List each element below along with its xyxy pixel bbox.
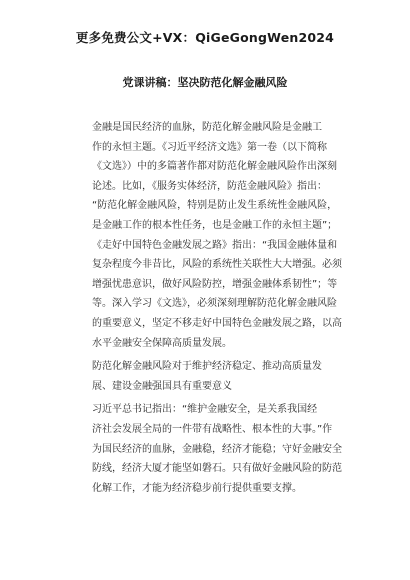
text-line: 是金融工作的根本性任务，也是金融工作的永恒主题”； [92,219,338,231]
text-line: 金融是国民经济的血脉，防范化解金融风险是金融工 [92,122,322,133]
document-body [72,118,348,502]
document-title: 党课讲稿：坚决防范化解金融风险 [122,76,288,89]
text-line: 作的永恒主题。《习近平经济文选》第一卷（以下简称 [92,141,327,153]
text-line: 复杂程度今非昔比，风险的系统性关联性大大增强。必须 [92,259,342,271]
text-line: 的重要意义，坚定不移走好中国特色金融发展之路，以高 [92,317,342,329]
text-line: 化解工作，才能为经济稳步前行提供重要支撑。 [92,482,302,494]
text-line: 济社会发展全局的一件带有战略性、根本性的大事。”作 [92,423,333,435]
text-line: 《文选》）中的多篇著作都对防范化解金融风险作出深刻 [92,161,337,173]
text-line: 论述。比如，《服务实体经济，防范金融风险》指出： [92,180,327,192]
section-heading-paragraph [72,357,348,396]
text-line: 增强忧患意识，做好风险防控，增强金融体系韧性”；等 [92,278,338,290]
text-line: “防范化解金融风险，特别是防止发生系统性金融风险， [92,200,338,212]
paragraph [72,118,348,353]
text-line: 《走好中国特色金融发展之路》指出：“我国金融体量和 [92,239,338,251]
promo-header: 更多免费公文+VX：QiGeGongWen2024 [75,30,335,45]
text-line: 为国民经济的血脉，金融稳，经济才能稳；守好金融安全 [92,443,342,455]
paragraph [72,400,348,498]
text-line: 习近平总书记指出：“维护金融安全，是关系我国经 [92,404,318,416]
text-line: 水平金融安全保障高质量发展。 [92,337,232,349]
text-line: 防线，经济大厦才能坚如磐石。只有做好金融风险的防范 [92,463,342,475]
text-line: 等。深入学习《文选》，必须深刻理解防范化解金融风险 [92,298,337,310]
text-line: 防范化解金融风险对于维护经济稳定、推动高质量发 [92,361,322,373]
text-line: 展、建设金融强国具有重要意义 [92,380,232,392]
